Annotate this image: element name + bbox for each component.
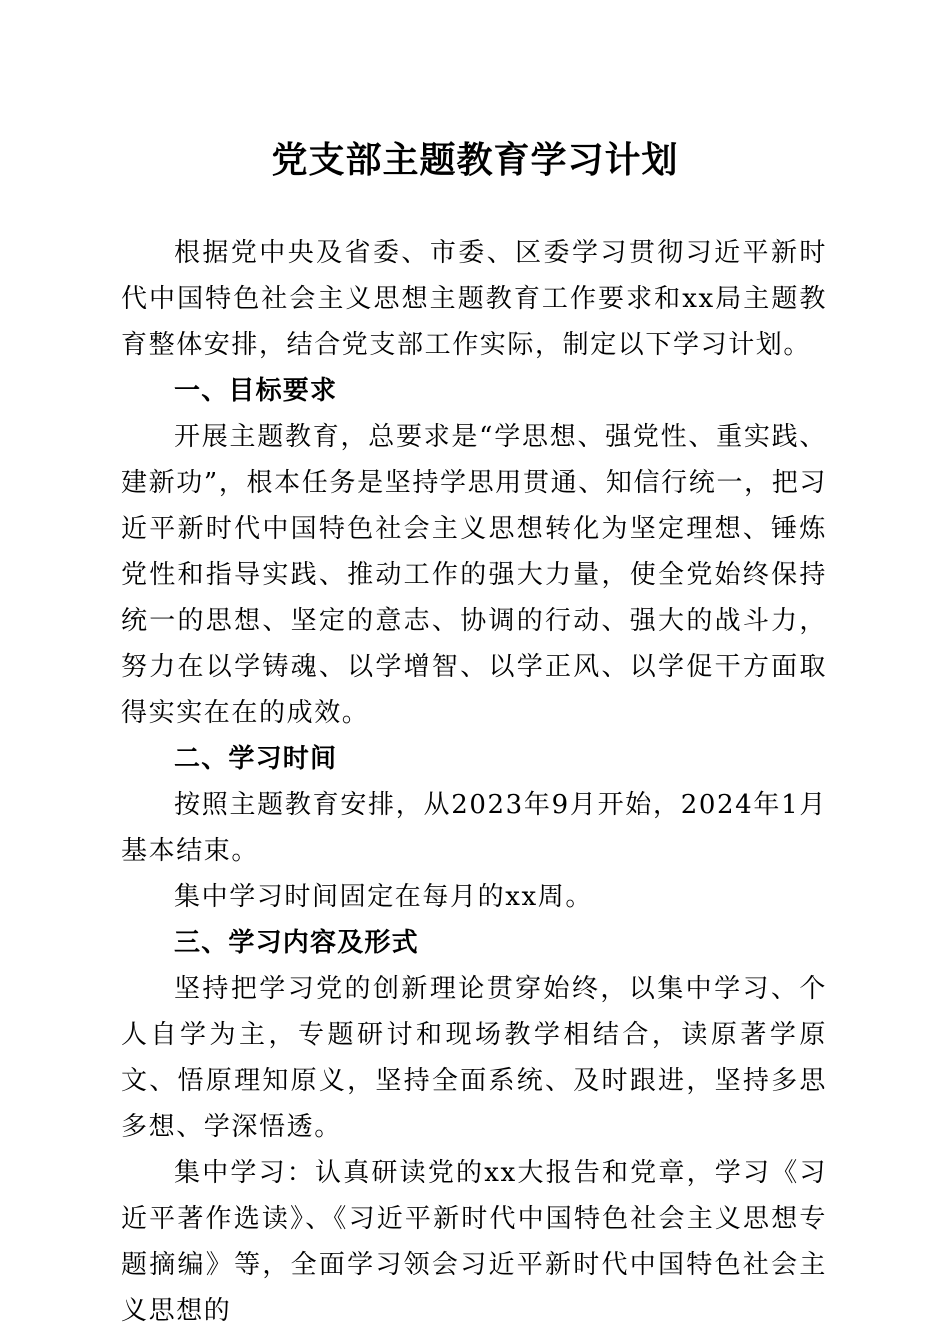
- section-paragraph: 坚持把学习党的创新理论贯穿始终，以集中学习、个人自学为主，专题研讨和现场教学相结合，读原著学原文、悟原理知原义，坚持全面系统、及时跟进，坚持多思多想、学深悟透。: [121, 974, 827, 1142]
- intro-paragraph: 根据党中央及省委、市委、区委学习贯彻习近平新时代中国特色社会主义思想主题教育工作要求和xx局主题教育整体安排，结合党支部工作实际，制定以下学习计划。: [121, 238, 827, 360]
- section-heading: 二、学习时间: [174, 744, 338, 774]
- document-body: [121, 230, 827, 1334]
- section-goals: [121, 368, 827, 736]
- section-paragraph: 按照主题教育安排，从2023年9月开始，2024年1月基本结束。: [121, 790, 827, 866]
- section-paragraph: 集中学习：认真研读党的xx大报告和党章，学习《习近平著作选读》、《习近平新时代中国特色社会主义思想专题摘编》等，全面学习领会习近平新时代中国特色社会主义思想的: [121, 1158, 827, 1326]
- section-paragraph: 开展主题教育，总要求是“学思想、强党性、重实践、建新功”，根本任务是坚持学思用贯通、知信行统一，把习近平新时代中国特色社会主义思想转化为坚定理想、锤炼党性和指导实践、推动工作的强大力量，使全党始终保持统一的思想、坚定的意志、协调的行动、强大的战斗力，努力在以学铸魂、以学增智、以学正风、以学促干方面取得实实在在的成效。: [121, 422, 827, 728]
- document-title: 党支部主题教育学习计划: [271, 139, 679, 181]
- section-heading: 三、学习内容及形式: [174, 928, 419, 958]
- section-paragraph: 集中学习时间固定在每月的xx周。: [174, 882, 593, 912]
- section-content-format: [121, 920, 827, 1334]
- section-heading: 一、目标要求: [174, 376, 338, 406]
- section-schedule: [121, 736, 827, 920]
